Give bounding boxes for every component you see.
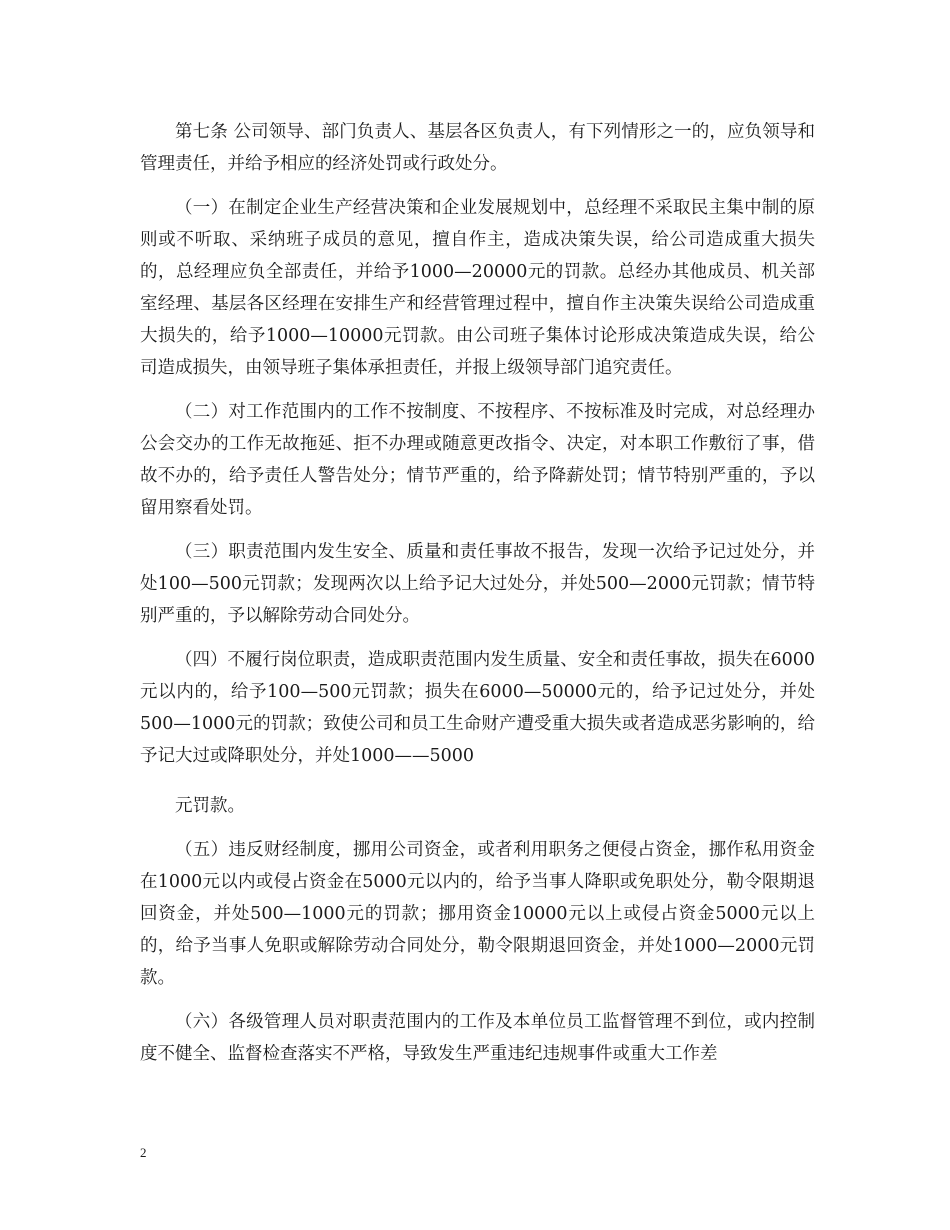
page-number: 2	[140, 1145, 147, 1160]
clause-4-continuation: 元罚款。	[175, 795, 245, 816]
document-body	[140, 116, 815, 1082]
clause-1-paragraph: （一）在制定企业生产经营决策和企业发展规划中，总经理不采取民主集中制的原则或不听取、采纳班子成员的意见，擅自作主，造成决策失误，给公司造成重大损失的，总经理应负全部责任，并给予1000—20000元的罚款。总经办其他成员、机关部室经理、基层各区经理在安排生产和经营管理过程中，擅自作主决策失误给公司造成重大损失的，给予1000—10000元罚款。由公司班子集体讨论形成决策造成失误，给公司造成损失，由领导班子集体承担责任，并报上级领导部门追究责任。	[140, 198, 815, 378]
clause-6-paragraph: （六）各级管理人员对职责范围内的工作及本单位员工监督管理不到位，或内控制度不健全、监督检查落实不严格，导致发生严重违纪违规事件或重大工作差	[140, 1011, 815, 1064]
clause-4-paragraph: （四）不履行岗位职责，造成职责范围内发生质量、安全和责任事故，损失在6000元以内的，给予100—500元罚款；损失在6000—50000元的，给予记过处分，并处500—1000元的罚款；致使公司和员工生命财产遭受重大损失或者造成恶劣影响的，给予记大过或降职处分，并处1000——5000	[140, 650, 815, 766]
clause-5-paragraph: （五）违反财经制度，挪用公司资金，或者利用职务之便侵占资金，挪作私用资金在1000元以内或侵占资金在5000元以内的，给予当事人降职或免职处分，勒令限期退回资金，并处500—1000元的罚款；挪用资金10000元以上或侵占资金5000元以上的，给予当事人免职或解除劳动合同处分，勒令限期退回资金，并处1000—2000元罚款。	[140, 839, 815, 988]
article-7-heading-paragraph: 第七条 公司领导、部门负责人、基层各区负责人，有下列情形之一的，应负领导和管理责任，并给予相应的经济处罚或行政处分。	[140, 122, 815, 174]
clause-3-paragraph: （三）职责范围内发生安全、质量和责任事故不报告，发现一次给予记过处分，并处100—500元罚款；发现两次以上给予记大过处分，并处500—2000元罚款；情节特别严重的，予以解除劳动合同处分。	[140, 542, 815, 626]
clause-2-paragraph: （二）对工作范围内的工作不按制度、不按程序、不按标准及时完成，对总经理办公会交办的工作无故拖延、拒不办理或随意更改指令、决定，对本职工作敷衍了事，借故不办的，给予责任人警告处分；情节严重的，给予降薪处罚；情节特别严重的，予以留用察看处罚。	[140, 402, 815, 518]
